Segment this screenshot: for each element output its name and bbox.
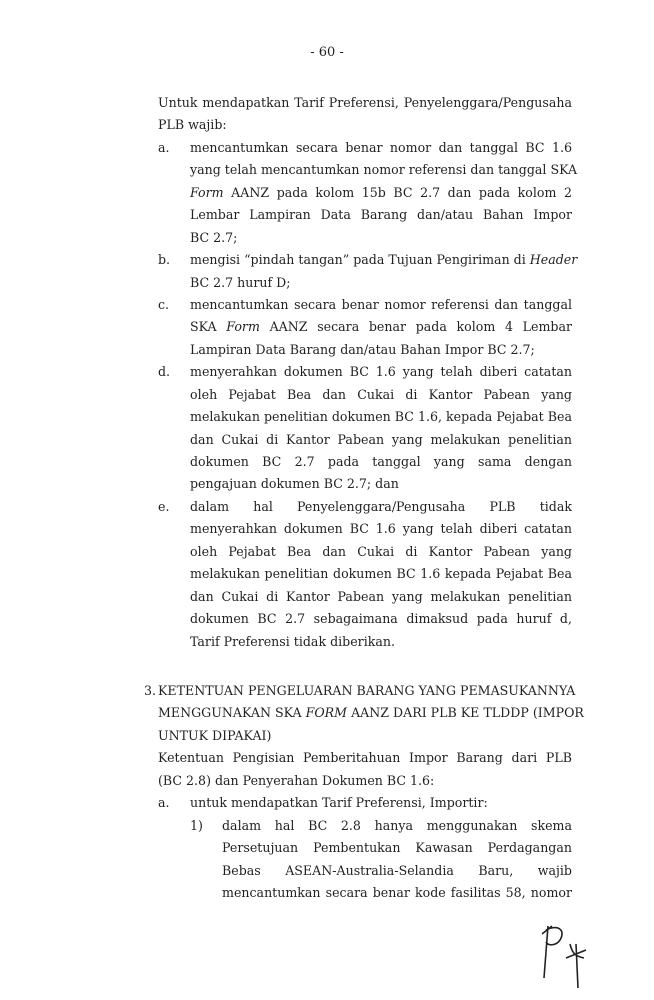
part1-body xyxy=(158,92,578,653)
italic-term: Header xyxy=(529,252,578,268)
text-line xyxy=(190,792,572,814)
item-text xyxy=(158,792,572,814)
text-line xyxy=(190,227,572,249)
text-line xyxy=(190,272,572,294)
text-segment: AANZ secara benar pada kolom 4 Lembar xyxy=(259,319,572,335)
text-line xyxy=(158,680,576,702)
list-item-a xyxy=(158,792,572,814)
text-line xyxy=(190,249,578,271)
text-line xyxy=(190,496,572,518)
text-segment: BC 2.7 huruf D; xyxy=(190,274,291,290)
text-segment: mengisi “pindah tangan” pada Tujuan Pengiriman di xyxy=(190,252,530,268)
text-segment: Tarif Preferensi tidak diberikan. xyxy=(190,633,395,649)
text-line xyxy=(158,92,572,114)
item-label: e. xyxy=(158,498,170,514)
text-segment: yang telah mencantumkan nomor referensi dan tanggal SKA xyxy=(190,162,578,178)
item-label: a. xyxy=(158,139,170,155)
list-item-b xyxy=(158,249,578,294)
text-segment: oleh Pejabat Bea dan Cukai di Kantor Pabean yang xyxy=(190,386,572,402)
text-line xyxy=(190,159,578,181)
text-line xyxy=(190,182,572,204)
text-segment: menyerahkan dokumen BC 1.6 yang telah diberi catatan xyxy=(190,364,572,380)
text-segment: AANZ DARI PLB KE TLDDP (IMPOR xyxy=(347,705,584,721)
section-3 xyxy=(144,680,584,904)
section-heading xyxy=(158,680,584,747)
item-label: c. xyxy=(158,296,170,312)
italic-term: Form xyxy=(226,319,260,335)
text-line xyxy=(158,702,584,724)
text-segment: Lembar Lampiran Data Barang dan/atau Bahan Impor xyxy=(190,207,572,223)
text-line xyxy=(190,137,572,159)
item-text xyxy=(158,361,572,496)
text-line xyxy=(190,384,572,406)
text-segment: dalam hal BC 2.8 hanya menggunakan skema xyxy=(222,817,572,833)
text-line xyxy=(222,837,572,859)
text-segment: oleh Pejabat Bea dan Cukai di Kantor Pabean yang xyxy=(190,543,572,559)
list-item-e xyxy=(158,496,572,653)
text-line xyxy=(190,361,572,383)
italic-term: Form xyxy=(190,184,224,200)
text-segment: SKA xyxy=(190,319,227,335)
text-segment: BC 2.7; xyxy=(190,229,238,245)
text-line xyxy=(190,406,572,428)
text-line xyxy=(190,204,572,226)
section-paragraph xyxy=(158,747,572,792)
text-line xyxy=(190,473,572,495)
intro-paragraph xyxy=(158,92,572,137)
text-segment: mencantumkan secara benar nomor dan tanggal BC 1.6 xyxy=(190,139,572,155)
text-segment: melakukan penelitian dokumen BC 1.6 kepada Pejabat Bea xyxy=(190,566,572,582)
text-segment: Ketentuan Pengisian Pemberitahuan Impor Barang dari PLB xyxy=(158,750,572,766)
text-segment: Persetujuan Pembentukan Kawasan Perdagangan xyxy=(222,840,572,856)
text-segment: mencantumkan secara benar kode fasilitas 58, nomor xyxy=(222,884,572,900)
text-line xyxy=(222,860,572,882)
item-text xyxy=(158,137,578,249)
text-segment: dokumen BC 2.7 sebagaimana dimaksud pada huruf d, xyxy=(190,611,572,627)
text-segment: melakukan penelitian dokumen BC 1.6, kepada Pejabat Bea xyxy=(190,409,572,425)
text-line xyxy=(158,770,572,792)
text-segment: dalam hal Penyelenggara/Pengusaha PLB tidak xyxy=(190,498,572,514)
text-segment: pengajuan dokumen BC 2.7; dan xyxy=(190,476,399,492)
text-line xyxy=(158,114,572,136)
item-text xyxy=(158,496,572,653)
text-segment: UNTUK DIPAKAI) xyxy=(158,727,272,743)
text-segment: mencantumkan secara benar nomor referensi dan tanggal xyxy=(190,296,572,312)
section-number: 3. xyxy=(144,683,157,698)
italic-term: FORM xyxy=(305,705,348,721)
text-segment: PLB wajib: xyxy=(158,117,227,133)
item-text xyxy=(158,294,572,361)
text-line xyxy=(190,429,572,451)
text-line xyxy=(190,608,572,630)
item-text xyxy=(158,249,578,294)
text-segment: untuk mendapatkan Tarif Preferensi, Importir: xyxy=(190,795,488,811)
text-line xyxy=(190,316,572,338)
text-line xyxy=(190,563,572,585)
text-line xyxy=(190,339,572,361)
text-segment: dokumen BC 2.7 pada tanggal yang sama dengan xyxy=(190,454,572,469)
sub-item-label: 1) xyxy=(190,817,203,833)
text-line xyxy=(222,882,572,904)
item-label: d. xyxy=(158,364,171,380)
page-number: - 60 - xyxy=(310,45,344,60)
text-line xyxy=(190,294,572,316)
text-line xyxy=(190,451,572,473)
item-label: a. xyxy=(158,795,170,811)
text-segment: menyerahkan dokumen BC 1.6 yang telah diberi catatan xyxy=(190,521,572,537)
text-segment: Untuk mendapatkan Tarif Preferensi, Penyelenggara/Pengusaha xyxy=(158,95,572,110)
text-line xyxy=(190,541,572,563)
text-line xyxy=(190,518,572,540)
text-line xyxy=(222,815,572,837)
text-segment: AANZ pada kolom 15b BC 2.7 dan pada kolom 2 xyxy=(223,184,572,200)
text-segment: Bebas ASEAN-Australia-Selandia Baru, wajib xyxy=(222,862,572,878)
text-line xyxy=(158,725,572,747)
sub-item-1 xyxy=(158,815,572,905)
text-line xyxy=(190,586,572,608)
handwritten-initials-signature xyxy=(540,920,600,990)
text-segment: dan Cukai di Kantor Pabean yang melakukan penelitian xyxy=(190,588,572,604)
text-line xyxy=(190,631,572,653)
sub-item-text xyxy=(158,815,572,905)
text-segment: (BC 2.8) dan Penyerahan Dokumen BC 1.6: xyxy=(158,772,435,788)
text-line xyxy=(158,747,572,769)
list-item-a xyxy=(158,137,578,249)
text-segment: MENGGUNAKAN SKA xyxy=(158,705,306,721)
text-segment: KETENTUAN PENGELUARAN BARANG YANG PEMASUKANNYA xyxy=(158,683,576,698)
list-item-c xyxy=(158,294,572,361)
list-item-d xyxy=(158,361,572,496)
text-segment: dan Cukai di Kantor Pabean yang melakukan penelitian xyxy=(190,431,572,447)
text-segment: Lampiran Data Barang dan/atau Bahan Impor BC 2.7; xyxy=(190,341,535,357)
item-label: b. xyxy=(158,252,171,268)
